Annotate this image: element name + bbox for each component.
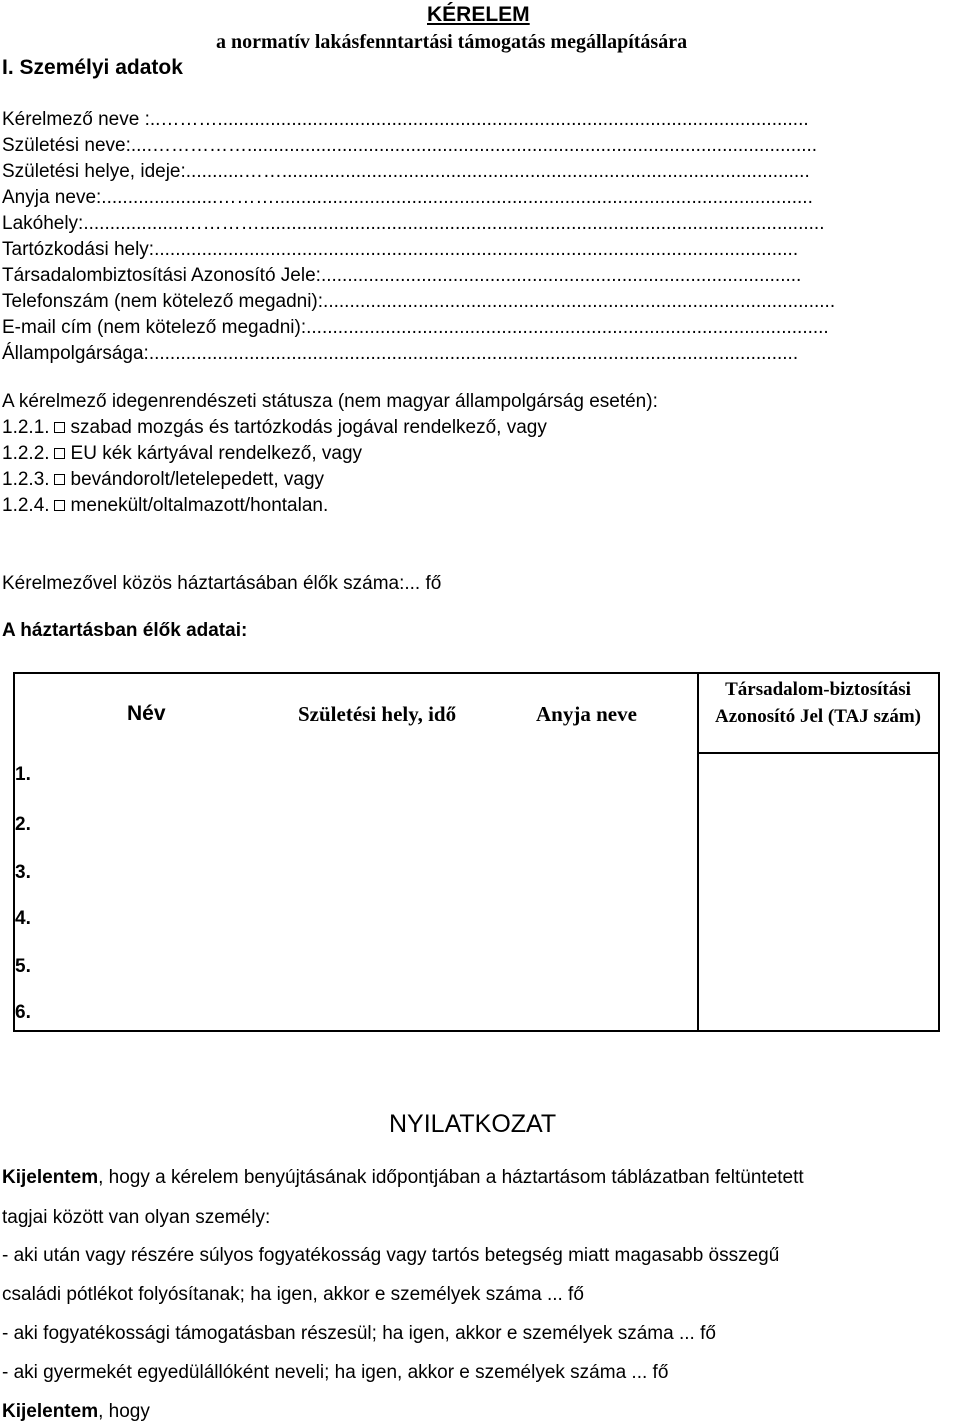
fill-in-dots: ........................................................................................................................... (148, 343, 799, 364)
status-question: A kérelmező idegenrendészeti státusza (nem magyar állampolgárság esetén): (2, 391, 658, 412)
option-label: EU kék kártyával rendelkező, vagy (70, 443, 363, 464)
fill-in-dots: ..………................................................................................................................ (149, 109, 809, 130)
field-label: Lakóhely: (2, 213, 84, 234)
field-residence[interactable] (2, 212, 952, 236)
option-label: bevándorolt/letelepedett, vagy (70, 469, 325, 490)
field-birth-place-date[interactable] (2, 160, 952, 184)
field-label: Telefonszám (nem kötelező megadni): (2, 291, 324, 312)
checkbox[interactable] (54, 448, 65, 459)
field-label: Társadalombiztosítási Azonosító Jele: (2, 265, 321, 286)
field-citizenship[interactable] (2, 342, 799, 366)
section-heading-personal-data: I. Személyi adatok (2, 56, 183, 79)
field-label: Kérelmező neve : (2, 109, 150, 130)
fill-in-dots: ........................................................................................... (320, 265, 802, 286)
declaration-text: tagjai között van olyan személy: (2, 1207, 271, 1228)
table-divider (697, 674, 699, 1030)
option-number: 1.2.2. (2, 443, 50, 464)
field-label: E-mail cím (nem kötelező megadni): (2, 317, 307, 338)
column-header-birth: Születési hely, idő (298, 702, 457, 726)
column-header-taj: Társadalom-biztosítási Azonosító Jel (TAJ szám) (715, 679, 921, 727)
document-subtitle: a normatív lakásfenntartási támogatás megállapítására (216, 31, 688, 53)
table-row-number: 3. (15, 862, 31, 883)
status-option[interactable] (2, 442, 362, 466)
field-social-security-id[interactable] (2, 264, 952, 288)
status-option[interactable] (2, 494, 328, 518)
declaration-intro (2, 1166, 804, 1190)
table-row-number: 2. (15, 814, 31, 835)
checkbox[interactable] (54, 500, 65, 511)
household-heading: A háztartásban élők adatai: (2, 620, 248, 641)
declaration-item: - aki után vagy részére súlyos fogyatékosság vagy tartós betegség miatt magasabb összegű (2, 1245, 780, 1266)
fill-in-dots: ................................................................................................... (306, 317, 829, 338)
declaration-item: - aki fogyatékossági támogatásban részesül; ha igen, akkor e személyek száma ... fő (2, 1323, 716, 1344)
fill-in-dots: .......................................................................................................................... (154, 239, 799, 260)
field-label: Állampolgársága: (2, 343, 149, 364)
field-birth-name[interactable] (2, 134, 952, 158)
table-row-number: 1. (15, 764, 31, 785)
table-divider (697, 752, 938, 754)
declaration-title: NYILATKOZAT (389, 1110, 557, 1138)
option-label: szabad mozgás és tartózkodás jogával rendelkező, vagy (70, 417, 547, 438)
table-row-number: 4. (15, 908, 31, 929)
field-email[interactable] (2, 316, 952, 340)
fill-in-dots: ....……………............................................................................................................ (130, 135, 818, 156)
declaration-item: - aki gyermekét egyedülállóként neveli; ha igen, akkor e személyek száma ... fő (2, 1362, 669, 1383)
option-number: 1.2.1. (2, 417, 50, 438)
option-number: 1.2.4. (2, 495, 50, 516)
field-temporary-address[interactable] (2, 238, 952, 262)
column-header-name: Név (127, 702, 166, 725)
checkbox[interactable] (54, 422, 65, 433)
field-mother-name[interactable] (2, 186, 952, 210)
fill-in-dots: ...........…….................................................................................................... (185, 161, 810, 182)
declaration-text: , hogy (98, 1401, 150, 1422)
field-label: Anyja neve: (2, 187, 102, 208)
field-label: Tartózkodási hely: (2, 239, 155, 260)
column-header-mother: Anyja neve (536, 702, 637, 726)
field-label: Születési helye, ideje: (2, 161, 186, 182)
option-label: menekült/oltalmazott/hontalan. (70, 495, 329, 516)
checkbox[interactable] (54, 474, 65, 485)
table-row-number: 6. (15, 1002, 31, 1023)
table-row-number: 5. (15, 956, 31, 977)
fill-in-dots: ...................…………........................................................................................................... (83, 213, 825, 234)
household-count: Kérelmezővel közös háztartásában élők száma:... fő (2, 573, 442, 594)
field-label: Születési neve: (2, 135, 131, 156)
declaration-keyword: Kijelentem (2, 1167, 99, 1188)
declaration-item: családi pótlékot folyósítanak; ha igen, akkor e személyek száma ... fő (2, 1284, 584, 1305)
declaration-text: , hogy a kérelem benyújtásának időpontjában a háztartásom táblázatban feltüntetett (98, 1167, 804, 1188)
fill-in-dots: ................................................................................................. (323, 291, 836, 312)
document-title: KÉRELEM (427, 3, 530, 26)
declaration-closing (2, 1400, 150, 1424)
fill-in-dots: ......................………...................................................................................................... (101, 187, 813, 208)
household-table (13, 672, 940, 1032)
declaration-keyword: Kijelentem (2, 1401, 99, 1422)
option-number: 1.2.3. (2, 469, 50, 490)
field-applicant-name[interactable] (2, 108, 952, 132)
status-option[interactable] (2, 416, 547, 440)
status-option[interactable] (2, 468, 324, 492)
field-phone[interactable] (2, 290, 952, 314)
